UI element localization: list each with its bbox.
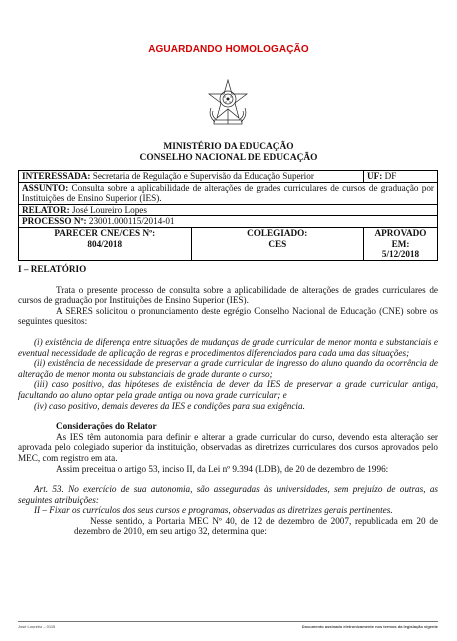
aprovado-cell (364, 227, 438, 260)
paragraph: Trata o presente processo de consulta sobre a aplicabilidade de alterações de grades curriculares de cursos de graduação por Instituições de Ensino Superior (IES). (18, 284, 438, 306)
uf-value: DF (382, 171, 397, 181)
table-row (19, 204, 438, 216)
table-row (19, 227, 438, 260)
parecer-value: 804/2018 (87, 238, 123, 249)
interessada-value: Secretaria de Regulação e Supervisão da Educação Superior (90, 171, 314, 181)
parecer-cell (19, 227, 192, 260)
uf-label: UF: (367, 171, 383, 181)
table-row (19, 171, 438, 183)
question-item: (i) existência de diferença entre situações de mudanças de grade curricular de menor monta e substanciais e eventual necessidade de aplicação de regras e procedimentos diferenciados para cada uma das situações; (18, 336, 438, 358)
uf-cell (364, 171, 438, 183)
ministry-heading (0, 142, 457, 164)
paragraph: Assim preceitua o artigo 53, inciso II, da Lei nº 9.394 (LDB), de 20 de dezembro de 1996: (56, 463, 389, 474)
paragraph: A SERES solicitou o pronunciamento deste egrégio Conselho Nacional de Educação (CNE) sobre os seguintes quesitos: (18, 305, 438, 327)
section-title: I – RELATÓRIO (18, 264, 87, 274)
paragraph: As IES têm autonomia para definir e alterar a grade curricular do curso, devendo esta alteração ser aprovada pelo colegiado superior da instituição, observadas as diretrizes curriculares dos cursos aprovados pelo MEC, com registro em ata. (18, 431, 438, 463)
considerations-title: Considerações do Relator (56, 421, 157, 432)
page-footer (18, 624, 438, 629)
paragraph: Nesse sentido, a Portaria MEC Nº 40, de 12 de dezembro de 2007, republicada em 20 de dezembro de 2010, em seu artigo 32, determina que: (74, 515, 438, 537)
coat-of-arms-icon (205, 78, 251, 126)
processo-cell (19, 216, 438, 228)
footer-signature-note: Documento assinado eletronicamente nos termos da legislação vigente (301, 624, 438, 629)
assunto-label: ASSUNTO: (22, 182, 69, 193)
question-item: (ii) existência de necessidade de preservar a grade curricular de ingresso do aluno quando da ocorrência de alteração de menor monta ou substanciais de grade durante o curso; (18, 358, 438, 379)
relator-label: RELATOR: (22, 204, 70, 215)
question-item: (iv) caso positivo, demais deveres da IES e condições para sua exigência. (34, 400, 305, 411)
ministry-name: MINISTÉRIO DA EDUCAÇÃO (163, 142, 294, 152)
colegiado-cell (191, 227, 364, 260)
colegiado-label: COLEGIADO: (247, 227, 308, 238)
processo-label: PROCESSO Nº: (22, 216, 87, 227)
relator-value: José Loureiro Lopes (69, 204, 147, 215)
relator-cell (19, 204, 438, 216)
interessada-label: INTERESSADA: (22, 171, 91, 181)
assunto-cell (19, 182, 438, 204)
council-name: CONSELHO NACIONAL DE EDUCAÇÃO (139, 153, 318, 163)
colegiado-value: CES (268, 238, 287, 249)
assunto-value: Consulta sobre a aplicabilidade de alterações de grades curriculares de cursos de graduação por Instituições de Ensino Superior (IES). (22, 182, 434, 204)
table-row (19, 182, 438, 204)
processo-value: 23001.000115/2014-01 (86, 216, 175, 227)
law-quote: Art. 53. No exercício de sua autonomia, são asseguradas às universidades, sem prejuízo de outras, as seguintes atribuições: (18, 484, 438, 505)
question-item: (iii) caso positivo, das hipóteses de existência de dever da IES de preservar a grade curricular antiga, facultando ao aluno optar pela grade antiga ou nova grade curricular; e (18, 379, 438, 400)
parecer-label: PARECER CNE/CES Nº: (54, 227, 156, 238)
table-row (19, 216, 438, 228)
status-banner: AGUARDANDO HOMOLOGAÇÃO (148, 44, 309, 55)
document-body (18, 264, 438, 537)
interessada-cell (19, 171, 364, 183)
aprovado-value: 5/12/2018 (381, 249, 420, 260)
footer-divider (18, 621, 438, 622)
footer-author: José Loureiro – 0115 (18, 624, 56, 629)
process-info-table (18, 170, 438, 261)
law-quote: II – Fixar os currículos dos seus cursos e programas, observadas as diretrizes gerais pertinentes. (34, 505, 393, 516)
aprovado-label: APROVADO EM: (374, 227, 427, 249)
